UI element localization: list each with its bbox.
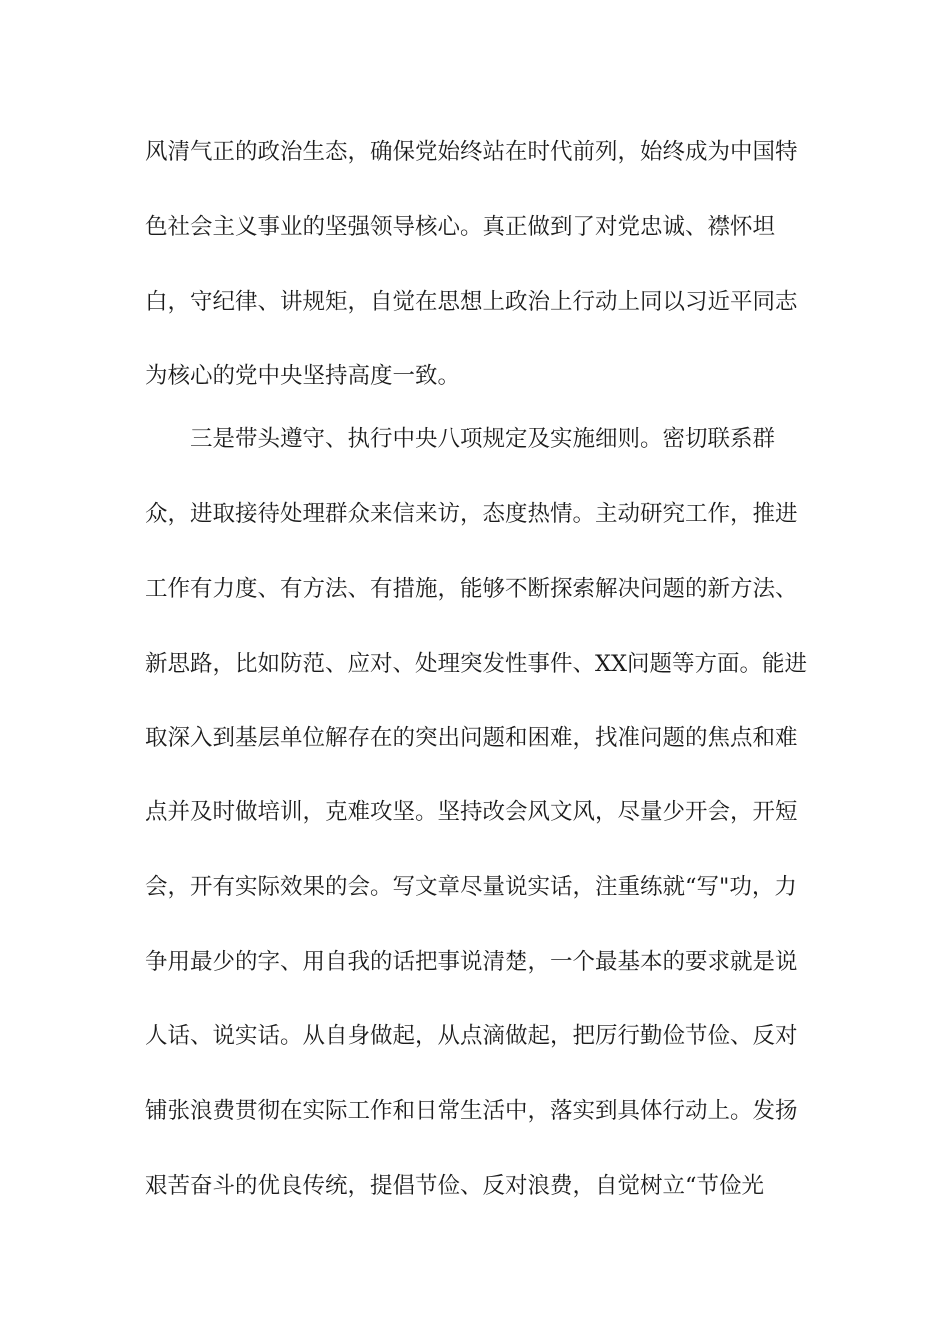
text-line: 色社会主义事业的坚强领导核心。真正做到了对党忠诚、襟怀坦: [145, 214, 776, 240]
text-line: 取深入到基层单位解存在的突出问题和困难，找准问题的焦点和难: [145, 725, 798, 751]
paragraph-first-line: 三是带头遵守、执行中央八项规定及实施细则。密切联系群: [190, 426, 776, 452]
text-line: 艰苦奋斗的优良传统，提倡节俭、反对浪费，自觉树立“节俭光: [145, 1173, 765, 1199]
text-line: 人话、说实话。从自身做起，从点滴做起，把厉行勤俭节俭、反对: [145, 1023, 798, 1049]
text-line: 为核心的党中央坚持高度一致。: [145, 363, 461, 389]
text-line: 争用最少的字、用自我的话把事说清楚，一个最基本的要求就是说: [145, 949, 798, 975]
text-line: 铺张浪费贯彻在实际工作和日常生活中，落实到具体行动上。发扬: [145, 1098, 798, 1124]
text-line: 众，进取接待处理群众来信来访，态度热情。主动研究工作，推进: [145, 501, 798, 527]
text-line: 会，开有实际效果的会。写文章尽量说实话，注重练就“写"功，力: [145, 874, 797, 900]
text-line: 工作有力度、有方法、有措施，能够不断探索解决问题的新方法、: [145, 576, 798, 602]
text-line: 风清气正的政治生态，确保党始终站在时代前列，始终成为中国特: [145, 139, 798, 165]
text-line: 新思路，比如防范、应对、处理突发性事件、XX问题等方面。能进: [145, 651, 808, 677]
text-line: 点并及时做培训，克难攻坚。坚持改会风文风，尽量少开会，开短: [145, 799, 798, 825]
text-line: 白，守纪律、讲规矩，自觉在思想上政治上行动上同以习近平同志: [145, 289, 798, 315]
